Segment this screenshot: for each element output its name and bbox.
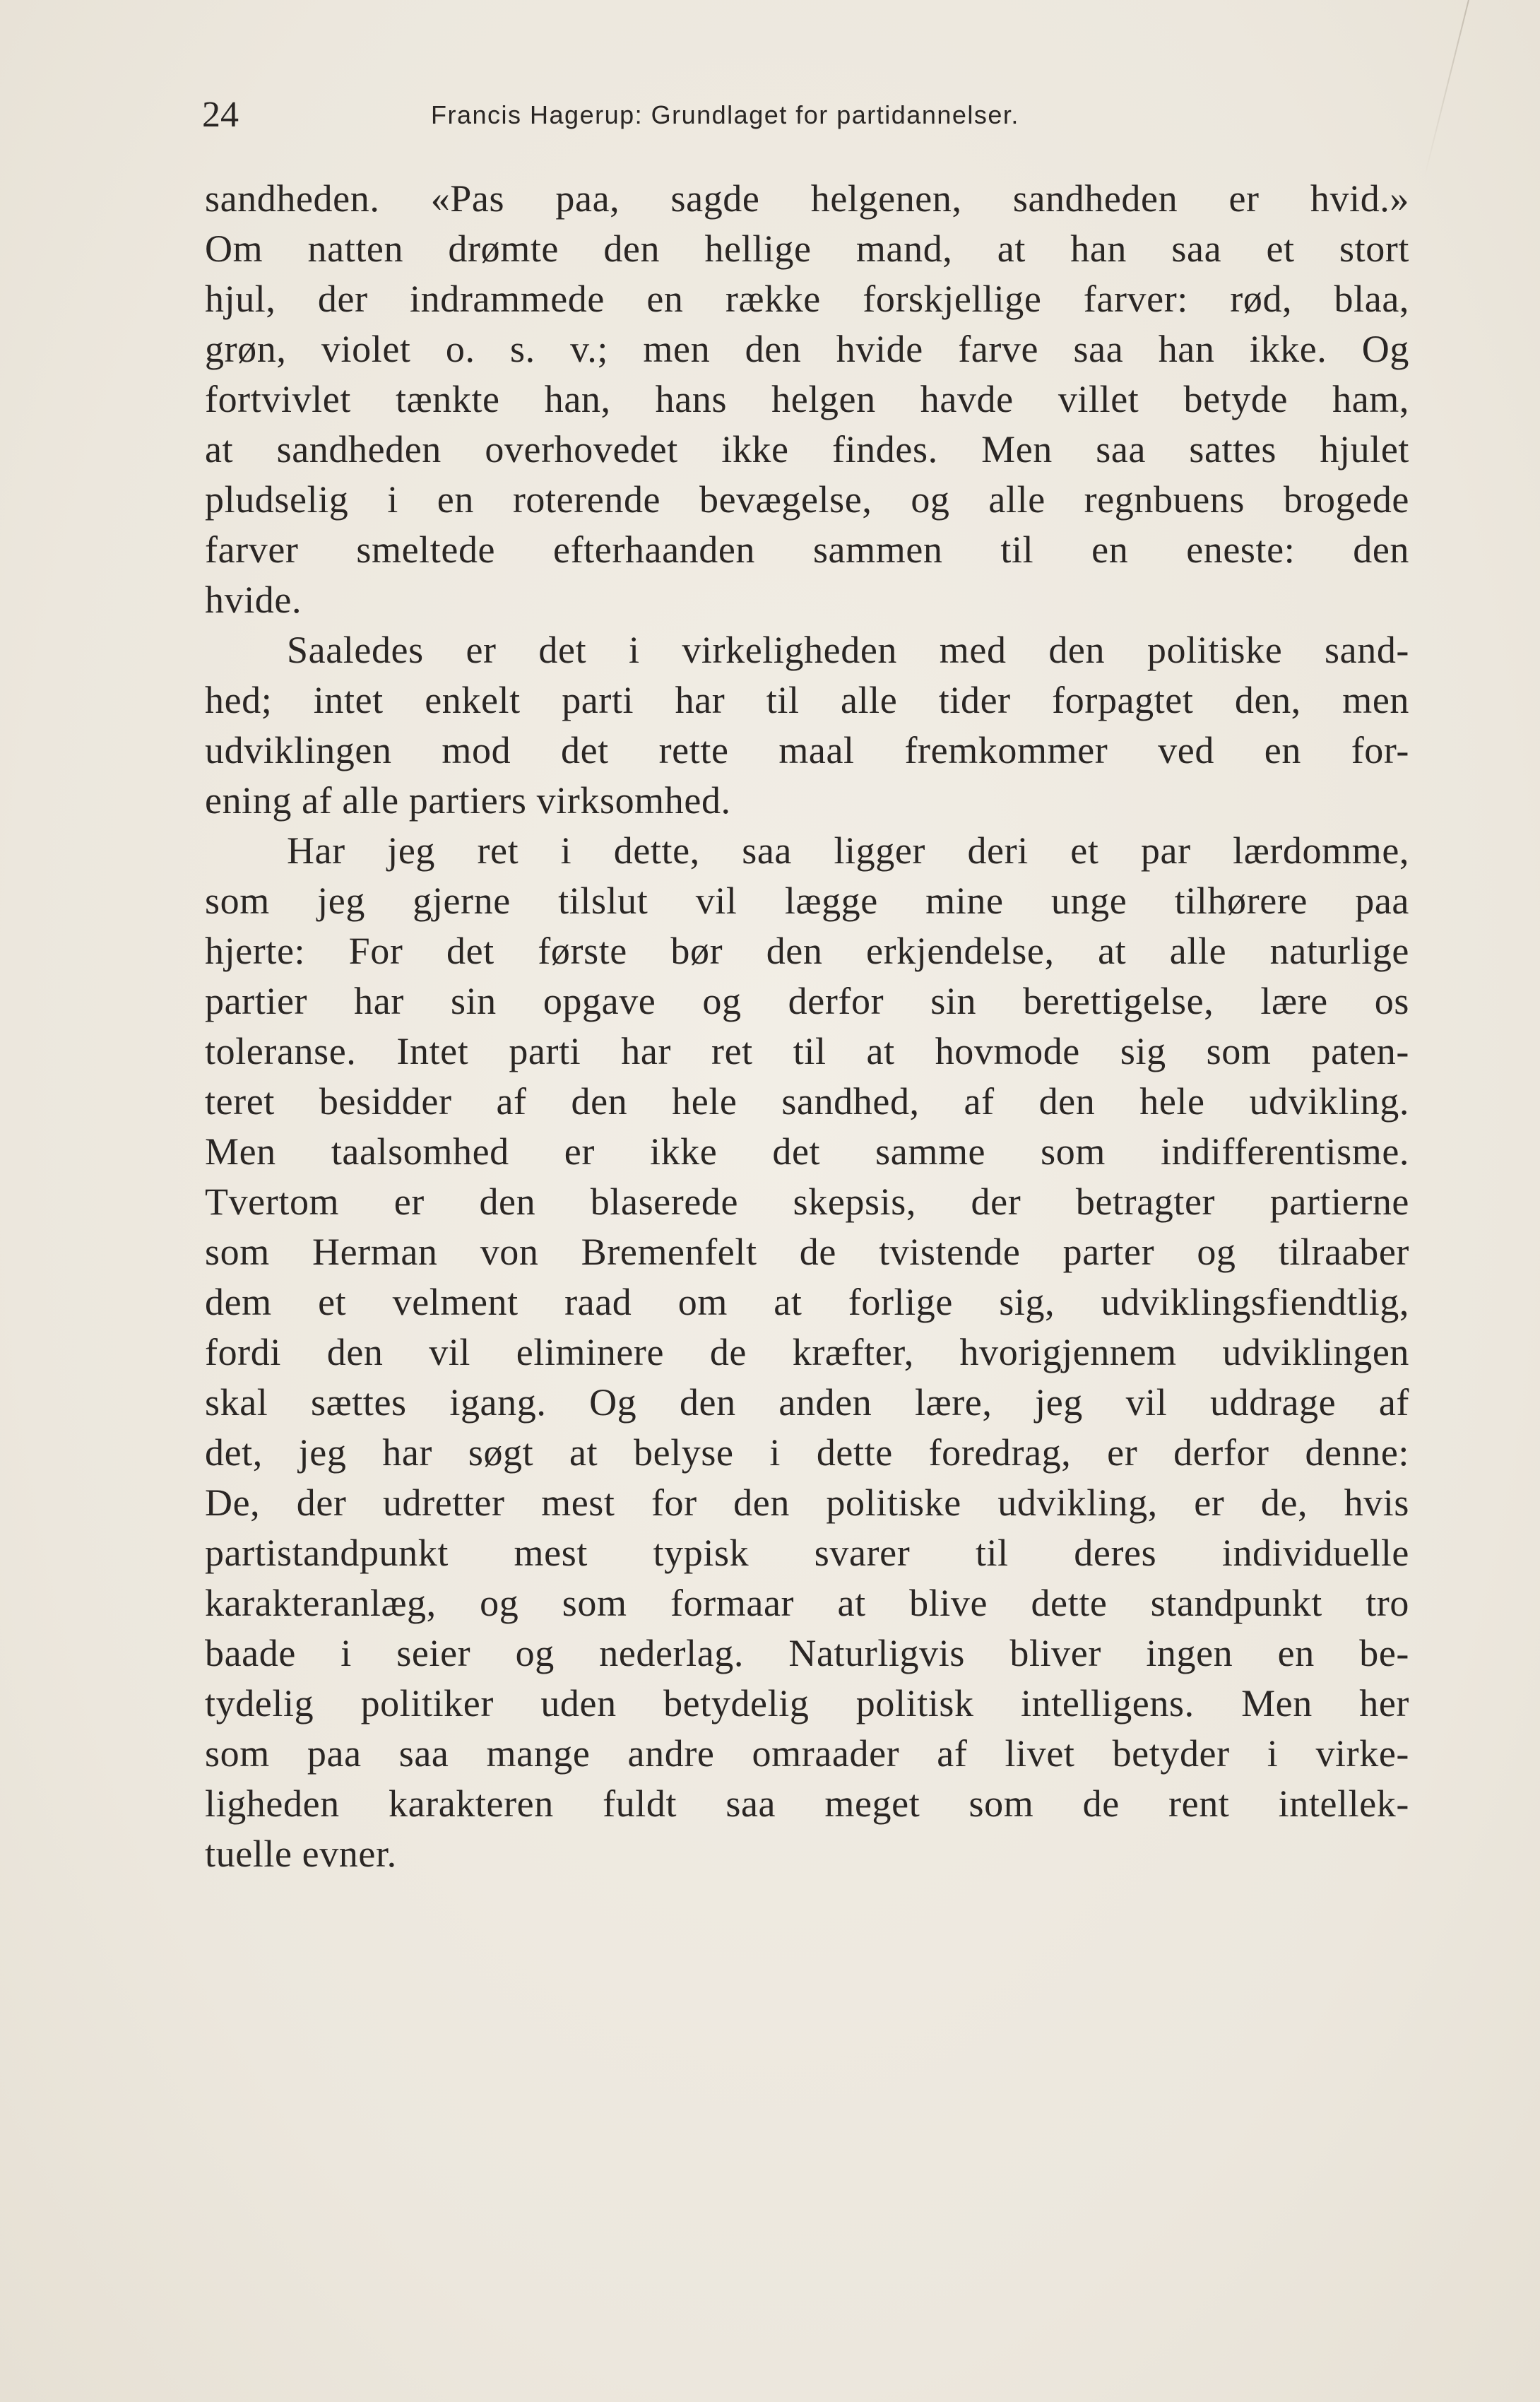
text-line: som jeg gjerne tilslut vil lægge mine unge tilhørere paa: [205, 880, 1409, 922]
text-line: skal sættes igang. Og den anden lære, jeg vil uddrage af: [205, 1381, 1409, 1424]
text-line: partistandpunkt mest typisk svarer til deres individuelle: [205, 1532, 1409, 1574]
page-crease: [1423, 0, 1469, 179]
text-line: at sandheden overhovedet ikke findes. Men saa sattes hjulet: [205, 428, 1409, 471]
page-header: [202, 90, 1410, 140]
text-line: hjul, der indrammede en række forskjellige farver: rød, blaa,: [205, 278, 1409, 320]
text-line: Men taalsomhed er ikke det samme som indifferentisme.: [205, 1130, 1409, 1173]
text-line: fortvivlet tænkte han, hans helgen havde villet betyde ham,: [205, 378, 1409, 420]
running-title: Francis Hagerup: Grundlaget for partidannelser.: [431, 100, 1019, 129]
text-line: toleranse. Intet parti har ret til at hovmode sig som paten-: [205, 1030, 1409, 1072]
text-line: fordi den vil eliminere de kræfter, hvorigjennem udviklingen: [205, 1331, 1409, 1373]
paragraph-end-line: tuelle evner.: [205, 1833, 397, 1875]
text-line: karakteranlæg, og som formaar at blive dette standpunkt tro: [205, 1582, 1409, 1624]
text-line: Tvertom er den blaserede skepsis, der betragter partierne: [205, 1181, 1409, 1223]
text-line: sandheden. «Pas paa, sagde helgenen, sandheden er hvid.»: [205, 177, 1409, 220]
body-text: [205, 174, 1409, 1879]
text-line: tydelig politiker uden betydelig politisk intelligens. Men her: [205, 1682, 1409, 1724]
text-line: hed; intet enkelt parti har til alle tider forpagtet den, men: [205, 679, 1409, 721]
page-number: 24: [202, 95, 239, 135]
text-line: grøn, violet o. s. v.; men den hvide farve saa han ikke. Og: [205, 328, 1409, 370]
text-line: hjerte: For det første bør den erkjendelse, at alle naturlige: [205, 930, 1409, 972]
text-line: som paa saa mange andre omraader af livet betyder i virke-: [205, 1732, 1409, 1775]
paragraph-start-line: Har jeg ret i dette, saa ligger deri et par lærdomme,: [287, 829, 1409, 872]
text-line: baade i seier og nederlag. Naturligvis bliver ingen en be-: [205, 1632, 1409, 1674]
text-line: ligheden karakteren fuldt saa meget som de rent intellek-: [205, 1782, 1409, 1825]
text-line: dem et velment raad om at forlige sig, udviklingsfiendtlig,: [205, 1281, 1409, 1323]
paragraph-end-line: hvide.: [205, 579, 302, 621]
text-line: De, der udretter mest for den politiske udvikling, er de, hvis: [205, 1481, 1409, 1524]
text-line: som Herman von Bremenfelt de tvistende parter og tilraaber: [205, 1231, 1409, 1273]
text-line: farver smeltede efterhaanden sammen til en eneste: den: [205, 528, 1409, 571]
text-line: det, jeg har søgt at belyse i dette foredrag, er derfor denne:: [205, 1431, 1409, 1474]
paragraph-end-line: ening af alle partiers virksomhed.: [205, 779, 731, 822]
text-line: teret besidder af den hele sandhed, af den hele udvikling.: [205, 1080, 1409, 1123]
text-line: partier har sin opgave og derfor sin berettigelse, lære os: [205, 980, 1409, 1022]
text-line: udviklingen mod det rette maal fremkommer ved en for-: [205, 729, 1409, 771]
text-line: pludselig i en roterende bevægelse, og alle regnbuens brogede: [205, 478, 1409, 521]
paragraph-start-line: Saaledes er det i virkeligheden med den politiske sand-: [287, 629, 1409, 671]
text-line: Om natten drømte den hellige mand, at han saa et stort: [205, 227, 1409, 270]
